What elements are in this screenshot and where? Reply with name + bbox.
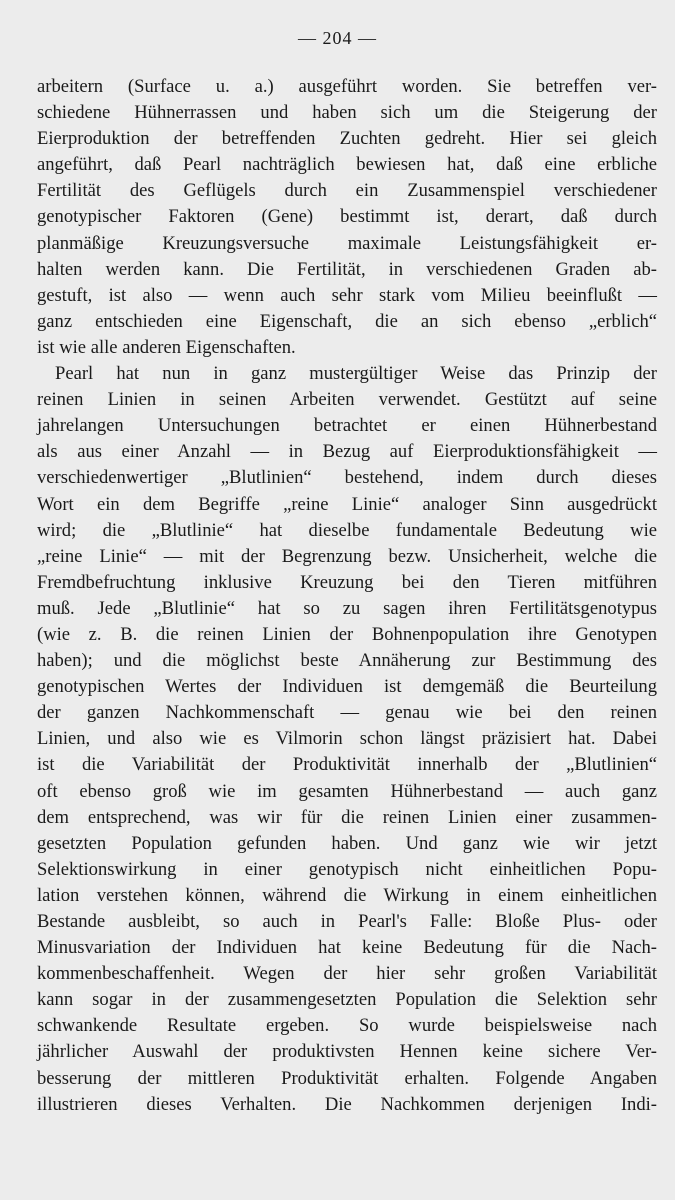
text-line: verschiedenwertiger „Blutlinien“ bestehend, indem durch dieses <box>37 467 657 489</box>
text-line: jährlicher Auswahl der produktivsten Hennen keine sichere Ver- <box>37 1041 657 1063</box>
text-line: illustrieren dieses Verhalten. Die Nachkommen derjenigen Indi- <box>37 1093 657 1115</box>
text-line: ganz entschieden eine Eigenschaft, die an sich ebenso „erblich“ <box>37 310 657 332</box>
text-line: Pearl hat nun in ganz mustergültiger Weise das Prinzip der <box>55 363 657 385</box>
body-text <box>37 74 657 1118</box>
text-line: ist die Variabilität der Produktivität innerhalb der „Blutlinien“ <box>37 754 657 776</box>
text-line: Eierproduktion der betreffenden Zuchten gedreht. Hier sei gleich <box>37 128 657 150</box>
text-line: Selektionswirkung in einer genotypisch nicht einheitlichen Popu- <box>37 858 657 880</box>
text-line: genotypischer Faktoren (Gene) bestimmt ist, derart, daß durch <box>37 206 657 228</box>
text-line: arbeitern (Surface u. a.) ausgeführt worden. Sie betreffen ver- <box>37 76 657 97</box>
text-line: dem entsprechend, was wir für die reinen Linien einer zusammen- <box>37 806 657 828</box>
page-number: — 204 — <box>298 28 377 48</box>
text-line: Fremdbefruchtung inklusive Kreuzung bei den Tieren mitführen <box>37 571 657 593</box>
text-line: kommenbeschaffenheit. Wegen der hier sehr großen Variabilität <box>37 963 657 985</box>
text-line: gesetzten Population gefunden haben. Und ganz wie wir jetzt <box>37 832 657 854</box>
text-line: ist wie alle anderen Eigenschaften. <box>37 336 296 358</box>
text-line: reinen Linien in seinen Arbeiten verwendet. Gestützt auf seine <box>37 389 657 411</box>
text-line: schwankende Resultate ergeben. So wurde beispielsweise nach <box>37 1015 657 1037</box>
text-line: gestuft, ist also — wenn auch sehr stark vom Milieu beeinflußt — <box>37 284 657 306</box>
text-line: muß. Jede „Blutlinie“ hat so zu sagen ihren Fertilitätsgenotypus <box>37 597 657 619</box>
text-line: lation verstehen können, während die Wirkung in einem einheitlichen <box>37 884 657 906</box>
text-line: der ganzen Nachkommenschaft — genau wie bei den reinen <box>37 702 657 724</box>
text-line: jahrelangen Untersuchungen betrachtet er einen Hühnerbestand <box>37 415 657 437</box>
text-line: haben); und die möglichst beste Annäherung zur Bestimmung des <box>37 650 657 672</box>
text-line: (wie z. B. die reinen Linien der Bohnenpopulation ihre Genotypen <box>37 623 657 645</box>
text-line: kann sogar in der zusammengesetzten Population die Selektion sehr <box>37 989 657 1011</box>
text-line: wird; die „Blutlinie“ hat dieselbe fundamentale Bedeutung wie <box>37 519 657 541</box>
text-line: genotypischen Wertes der Individuen ist demgemäß die Beurteilung <box>37 676 657 698</box>
text-line: Fertilität des Geflügels durch ein Zusammenspiel verschiedener <box>37 180 657 202</box>
text-line: oft ebenso groß wie im gesamten Hühnerbestand — auch ganz <box>37 780 657 802</box>
text-line: halten werden kann. Die Fertilität, in verschiedenen Graden ab- <box>37 258 657 280</box>
text-line: Linien, und also wie es Vilmorin schon längst präzisiert hat. Dabei <box>37 728 657 750</box>
text-line: „reine Linie“ — mit der Begrenzung bezw. Unsicherheit, welche die <box>37 545 657 567</box>
text-line: Minusvariation der Individuen hat keine Bedeutung für die Nach- <box>37 937 657 959</box>
text-line: angeführt, daß Pearl nachträglich bewiesen hat, daß eine erbliche <box>37 154 657 176</box>
text-line: besserung der mittleren Produktivität erhalten. Folgende Angaben <box>37 1067 657 1089</box>
text-line: schiedene Hühnerrassen und haben sich um die Steigerung der <box>37 102 657 124</box>
text-line: Wort ein dem Begriffe „reine Linie“ analoger Sinn ausgedrückt <box>37 493 657 515</box>
text-line: Bestande ausbleibt, so auch in Pearl's Falle: Bloße Plus- oder <box>37 911 657 932</box>
text-line: planmäßige Kreuzungsversuche maximale Leistungsfähigkeit er- <box>37 232 657 254</box>
text-line: als aus einer Anzahl — in Bezug auf Eierproduktionsfähigkeit — <box>37 441 657 463</box>
